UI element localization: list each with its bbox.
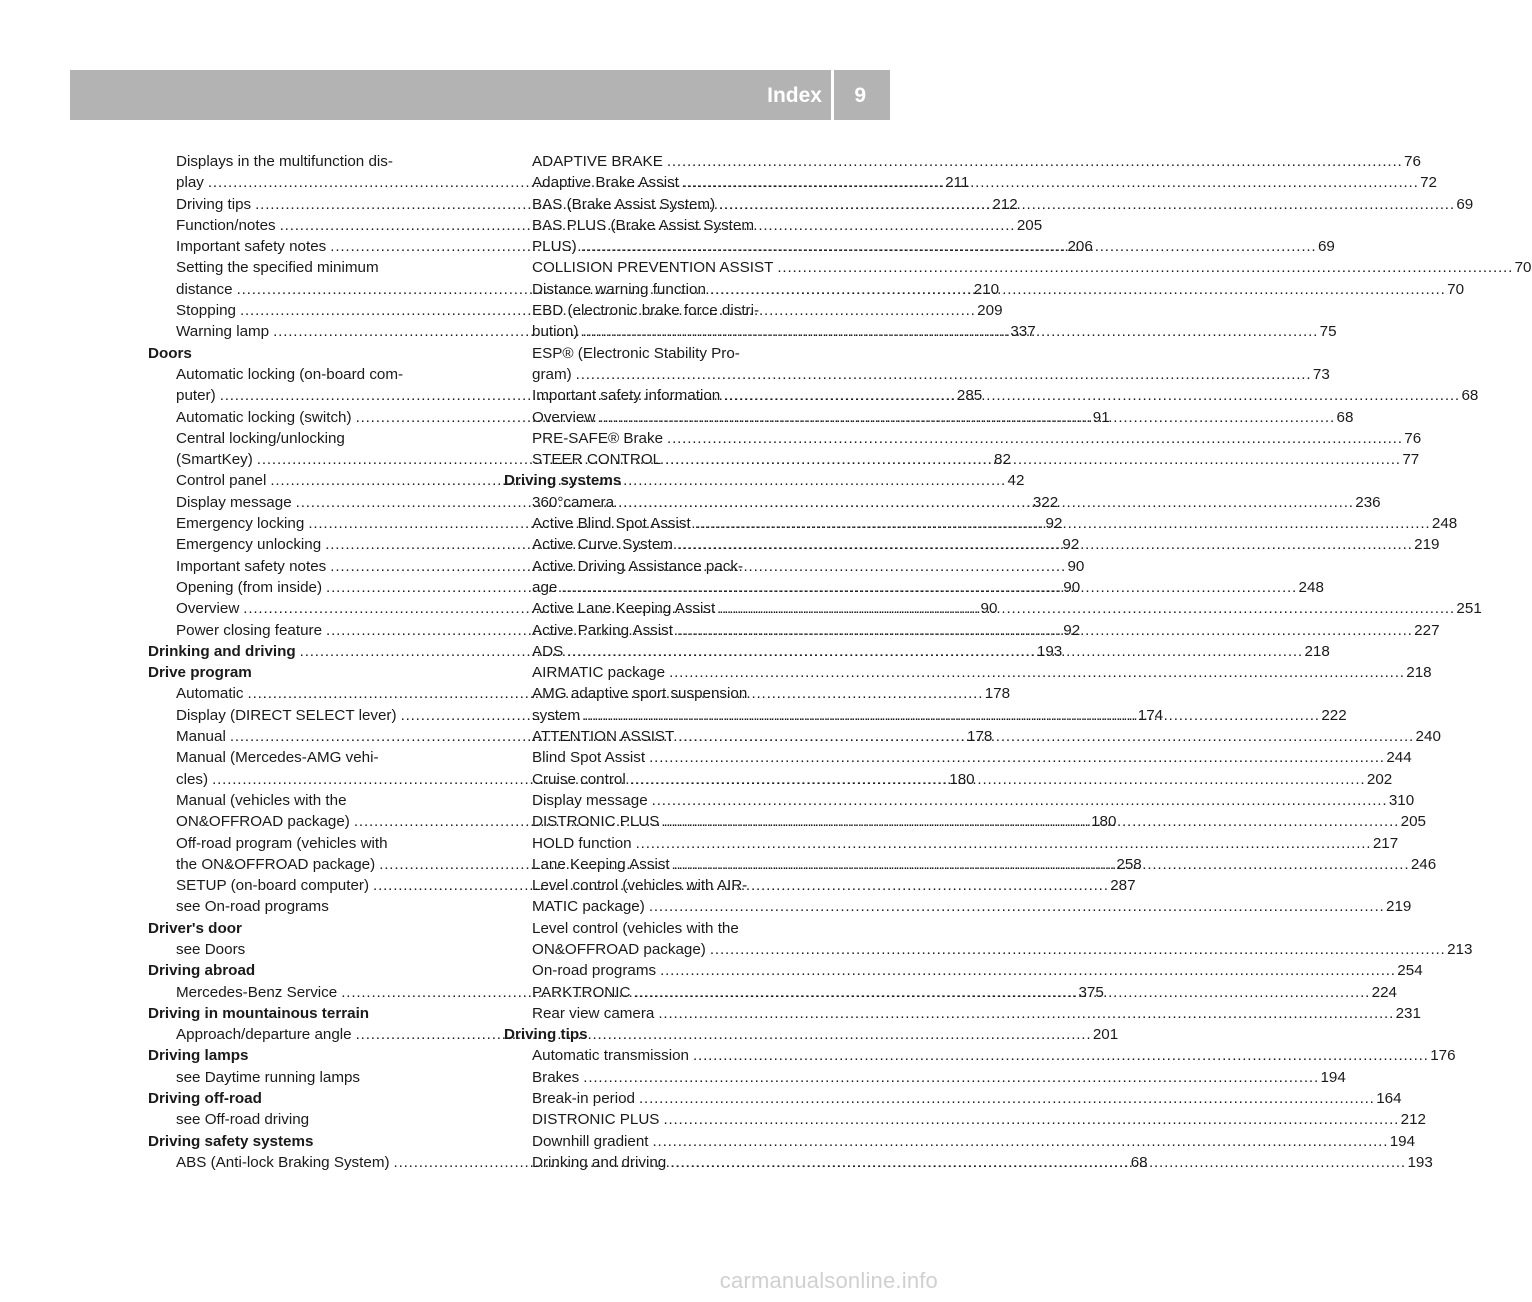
- section-title: Index: [767, 84, 822, 107]
- page-reference: 176: [1430, 1047, 1456, 1065]
- page-reference: 236: [1355, 493, 1381, 511]
- subentry-text: Active Curve System: [532, 536, 673, 554]
- subentry-text: Display (DIRECT SELECT lever): [176, 706, 397, 724]
- dot-leader: [669, 662, 1402, 683]
- subentry-text: 360°camera: [532, 493, 615, 511]
- subentry-text: Display message: [176, 493, 292, 511]
- dot-leader: [710, 279, 1443, 300]
- subentry-line: Displays in the multifunction dis-: [176, 153, 393, 170]
- page-reference: 194: [1389, 1132, 1416, 1150]
- subentry-text: MATIC package): [532, 898, 645, 916]
- page-reference: 244: [1386, 749, 1412, 767]
- page-reference: 224: [1371, 983, 1397, 1001]
- subentry-last-line: [532, 428, 1422, 449]
- page-reference: 205: [1016, 216, 1043, 234]
- subentry-text: ON&OFFROAD package): [176, 813, 350, 831]
- subentry-text: gram): [532, 365, 572, 383]
- dot-leader: [719, 194, 1452, 215]
- subentry-text: Mercedes-Benz Service: [176, 983, 338, 1001]
- subentry-text: ADAPTIVE BRAKE: [532, 153, 663, 170]
- dot-leader: [710, 939, 1443, 960]
- page-reference: 180: [949, 770, 975, 788]
- page-reference: 178: [967, 728, 993, 746]
- page-reference: 68: [1130, 1153, 1148, 1171]
- subentry-text: Function/notes: [176, 216, 276, 234]
- page-reference: 310: [1388, 791, 1415, 809]
- cross-reference: see Daytime running lamps: [176, 1068, 361, 1086]
- subentry-text: Display message: [532, 791, 648, 809]
- index-subentry: [504, 428, 1422, 449]
- dot-leader: [693, 1045, 1426, 1066]
- page-reference: 251: [1456, 600, 1482, 618]
- index-term: Driving off-road: [148, 1090, 262, 1108]
- dot-leader: [561, 577, 1294, 598]
- dot-leader: [636, 833, 1369, 854]
- subentry-text: HOLD function: [532, 834, 632, 852]
- page-reference: 206: [1067, 238, 1093, 256]
- subentry-last-line: [532, 364, 1330, 385]
- dot-leader: [653, 1131, 1386, 1152]
- subentry-line: Active Driving Assistance pack-: [532, 557, 744, 575]
- subentry-text: PRE-SAFE® Brake: [532, 429, 664, 447]
- page-reference: 69: [1456, 195, 1474, 213]
- index-subentry: [504, 662, 1432, 683]
- subentry-last-line: [532, 1003, 1421, 1024]
- subentry-text: cles): [176, 770, 209, 788]
- index-subentry: [504, 1109, 1426, 1130]
- page-reference: 73: [1312, 365, 1330, 383]
- dot-leader: [649, 896, 1382, 917]
- page-reference: 174: [1137, 706, 1164, 724]
- dot-leader: [630, 769, 1363, 790]
- dot-leader: [652, 790, 1385, 811]
- dot-leader: [678, 726, 1411, 747]
- page-reference: 258: [1116, 855, 1142, 873]
- index-subentry: [504, 747, 1412, 768]
- subentry-text: Emergency locking: [176, 515, 305, 533]
- subentry-text: SETUP (on-board computer): [176, 877, 370, 895]
- subentry-text: Drinking and driving: [532, 1153, 667, 1171]
- index-term: Driver's door: [148, 919, 242, 937]
- page-reference: 193: [1407, 1153, 1433, 1171]
- subentry-line: ESP® (Electronic Stability Pro-: [532, 344, 740, 362]
- index-subentry: [504, 960, 1423, 981]
- subentry-text: Active Blind Spot Assist: [532, 515, 691, 533]
- subentry-text: On-road programs: [532, 962, 657, 980]
- subentry-text: bution): [532, 323, 579, 341]
- subentry-text: the ON&OFFROAD package): [176, 855, 376, 873]
- subentry-text: Adaptive Brake Assist: [532, 174, 679, 192]
- index-term: Driving tips: [504, 1026, 588, 1044]
- subentry-text: Downhill gradient: [532, 1132, 649, 1150]
- index-term: Driving in mountainous terrain: [148, 1004, 370, 1022]
- subentry-last-line: [532, 833, 1399, 854]
- subentry-text: PLUS): [532, 238, 577, 256]
- subentry-text: Automatic locking (switch): [176, 408, 352, 426]
- subentry-text: Active Lane Keeping Assist: [532, 600, 716, 618]
- subentry-last-line: [532, 1109, 1426, 1130]
- subentry-text: BAS (Brake Assist System): [532, 195, 716, 213]
- subentry-text: Important safety information: [532, 387, 721, 405]
- dot-leader: [777, 257, 1510, 278]
- subentry-text: Automatic transmission: [532, 1047, 689, 1065]
- subentry-last-line: [532, 662, 1432, 683]
- dot-leader: [663, 1109, 1396, 1130]
- page-reference: 211: [945, 174, 970, 192]
- subentry-text: Rear view camera: [532, 1004, 655, 1022]
- subentry-last-line: [532, 151, 1421, 172]
- subentry-text: Blind Spot Assist: [532, 749, 646, 767]
- dot-leader: [618, 492, 1351, 513]
- page-reference: 210: [973, 280, 1000, 298]
- subentry-line: Level control (vehicles with AIR-: [532, 877, 748, 895]
- index-term: Driving abroad: [148, 962, 256, 980]
- subentry-last-line: [532, 896, 1412, 917]
- subentry-text: Break-in period: [532, 1090, 635, 1108]
- subentry-line: AMG adaptive sport suspension: [532, 685, 748, 703]
- page-header: [70, 70, 890, 120]
- page-reference: 218: [1406, 664, 1432, 682]
- page-reference: 68: [1461, 387, 1479, 405]
- dot-leader: [724, 385, 1457, 406]
- subentry-text: play: [176, 174, 204, 192]
- index-subentry: [504, 1045, 1456, 1066]
- page-reference: 205: [1400, 813, 1426, 831]
- page-reference: 212: [992, 195, 1018, 213]
- subentry-text: STEER CONTROL: [532, 451, 662, 469]
- page-reference: 240: [1415, 728, 1441, 746]
- page-reference: 82: [994, 451, 1011, 469]
- page-reference: 164: [1376, 1090, 1402, 1108]
- subentry-text: Power closing feature: [176, 621, 323, 639]
- subentry-text: ADS: [532, 642, 564, 660]
- page-reference: 92: [1045, 515, 1063, 533]
- subentry-text: Manual: [176, 728, 226, 746]
- dot-leader: [658, 1003, 1391, 1024]
- subentry-last-line: [532, 747, 1412, 768]
- page-reference: 193: [1036, 642, 1063, 660]
- page-reference: 70: [1514, 259, 1532, 277]
- dot-leader: [584, 705, 1317, 726]
- page-reference: 285: [956, 387, 983, 405]
- page-reference: 227: [1414, 621, 1440, 639]
- subentry-line: Off-road program (vehicles with: [176, 834, 388, 852]
- page-reference: 219: [1414, 536, 1440, 554]
- page-reference: 248: [1431, 515, 1458, 533]
- subentry-last-line: [532, 1131, 1416, 1152]
- index-subentry: [504, 151, 1421, 172]
- dot-leader: [567, 641, 1300, 662]
- dot-leader: [576, 364, 1309, 385]
- index-term: Doors: [148, 344, 192, 362]
- subentry-line: Automatic locking (on-board com-: [176, 365, 404, 383]
- page-reference: 90: [980, 600, 998, 618]
- subentry-text: ON&OFFROAD package): [532, 940, 706, 958]
- subentry-last-line: [532, 939, 1473, 960]
- dot-leader: [639, 1088, 1372, 1109]
- subentry-text: AIRMATIC package: [532, 664, 666, 682]
- page-reference: 248: [1298, 578, 1324, 596]
- page-reference: 77: [1402, 451, 1420, 469]
- page-reference: 202: [1366, 770, 1393, 788]
- page-reference: 219: [1386, 898, 1412, 916]
- page-reference: 209: [977, 302, 1003, 320]
- dot-leader: [663, 811, 1396, 832]
- subentry-text: Stopping: [176, 302, 236, 320]
- page-reference: 337: [1010, 323, 1036, 341]
- page-reference: 69: [1317, 238, 1335, 256]
- dot-leader: [683, 172, 1416, 193]
- index-subentry: [504, 918, 1473, 961]
- subentry-text: system: [532, 706, 581, 724]
- index-term: Driving safety systems: [148, 1132, 314, 1150]
- index-subentry: [504, 257, 1532, 278]
- subentry-last-line: [532, 960, 1423, 981]
- subentry-text: Cruise control: [532, 770, 626, 788]
- dot-leader: [581, 236, 1314, 257]
- subentry-text: ABS (Anti-lock Braking System): [176, 1153, 390, 1171]
- subentry-text: Approach/departure angle: [176, 1026, 352, 1044]
- page-reference: 217: [1372, 834, 1399, 852]
- index-subentry: [504, 343, 1330, 386]
- cross-reference: see Off-road driving: [176, 1111, 310, 1129]
- index-subentry: [504, 1003, 1421, 1024]
- subentry-text: Distance warning function: [532, 280, 706, 298]
- page-reference: 287: [1110, 877, 1136, 895]
- dot-leader: [677, 620, 1410, 641]
- subentry-text: Control panel: [176, 472, 267, 490]
- subentry-line: BAS PLUS (Brake Assist System: [532, 216, 754, 234]
- subentry-text: Overview: [532, 408, 596, 426]
- page-reference: 180: [1091, 813, 1117, 831]
- page-reference: 92: [1062, 536, 1080, 554]
- subentry-line: EBD (electronic brake force distri-: [532, 302, 760, 320]
- subentry-text: PARKTRONIC: [532, 983, 631, 1001]
- dot-leader: [695, 513, 1428, 534]
- page-reference: 92: [1063, 621, 1081, 639]
- subentry-line: Setting the specified minimum: [176, 259, 379, 277]
- dot-leader: [667, 428, 1400, 449]
- page-reference: 76: [1404, 153, 1421, 170]
- index-subentry: [504, 1088, 1402, 1109]
- dot-leader: [670, 1152, 1403, 1173]
- dot-leader: [665, 449, 1398, 470]
- cross-reference: see On-road programs: [176, 898, 329, 916]
- dot-leader: [634, 982, 1367, 1003]
- subentry-text: (SmartKey): [176, 451, 253, 469]
- subentry-text: ATTENTION ASSIST: [532, 728, 675, 746]
- page-reference: 222: [1321, 706, 1347, 724]
- index-subentry: [504, 1131, 1416, 1152]
- page-reference: 42: [1007, 472, 1025, 490]
- subentry-last-line: [532, 1067, 1346, 1088]
- page-reference: 75: [1319, 323, 1337, 341]
- watermark: carmanualsonline.info: [719, 1268, 938, 1293]
- subentry-text: Automatic: [176, 685, 244, 703]
- subentry-line: Manual (Mercedes-AMG vehi-: [176, 749, 379, 767]
- page-reference: 91: [1092, 408, 1110, 426]
- page-number: 9: [854, 84, 866, 107]
- page-reference: 70: [1447, 280, 1465, 298]
- subentry-text: puter): [176, 387, 216, 405]
- subentry-text: Opening (from inside): [176, 578, 323, 596]
- dot-leader: [667, 151, 1400, 172]
- subentry-last-line: [532, 1045, 1456, 1066]
- page-reference: 90: [1063, 578, 1081, 596]
- subentry-line: Manual (vehicles with the: [176, 791, 347, 809]
- header-divider: [831, 70, 834, 120]
- dot-leader: [719, 598, 1452, 619]
- subentry-text: Important safety notes: [176, 557, 327, 575]
- subentry-last-line: [532, 257, 1532, 278]
- page-reference: 201: [1092, 1026, 1119, 1044]
- subentry-line: Level control (vehicles with the: [532, 919, 739, 937]
- index-term: Driving lamps: [148, 1047, 249, 1065]
- index-term: Drive program: [148, 664, 252, 682]
- page-reference: 254: [1397, 962, 1423, 980]
- subentry-text: Overview: [176, 600, 240, 618]
- index-subentry: [504, 1067, 1346, 1088]
- dot-leader: [674, 854, 1407, 875]
- page-reference: 90: [1067, 557, 1085, 575]
- subentry-line: Central locking/unlocking: [176, 429, 345, 447]
- page-reference: 212: [1400, 1111, 1426, 1129]
- index-term-text: Drinking and driving: [148, 642, 296, 660]
- page-reference: 213: [1447, 940, 1473, 958]
- index-subentry: [504, 833, 1399, 854]
- subentry-text: age: [532, 578, 558, 596]
- subentry-text: Lane Keeping Assist: [532, 855, 670, 873]
- index-term: Driving systems: [504, 472, 622, 490]
- page-reference: 322: [1032, 493, 1059, 511]
- subentry-last-line: [532, 790, 1415, 811]
- subentry-text: DISTRONIC PLUS: [532, 813, 660, 831]
- page-reference: 72: [1420, 174, 1437, 192]
- dot-leader: [677, 534, 1410, 555]
- page-reference: 76: [1404, 429, 1422, 447]
- dot-leader: [583, 1067, 1316, 1088]
- subentry-text: Important safety notes: [176, 238, 327, 256]
- dot-leader: [599, 407, 1332, 428]
- page-reference: 178: [984, 685, 1011, 703]
- dot-leader: [660, 960, 1393, 981]
- cross-reference: see Doors: [176, 940, 246, 958]
- page-reference: 231: [1395, 1004, 1421, 1022]
- page-reference: 375: [1078, 983, 1104, 1001]
- subentry-text: COLLISION PREVENTION ASSIST: [532, 259, 774, 277]
- subentry-text: Emergency unlocking: [176, 536, 322, 554]
- subentry-text: Active Parking Assist: [532, 621, 673, 639]
- dot-leader: [582, 321, 1315, 342]
- subentry-text: Warning lamp: [176, 323, 270, 341]
- page-reference: 194: [1320, 1068, 1346, 1086]
- page-reference: 68: [1336, 408, 1354, 426]
- index-subentry: [504, 790, 1415, 811]
- subentry-text: DISTRONIC PLUS: [532, 1111, 660, 1129]
- subentry-text: distance: [176, 280, 233, 298]
- page-reference: 246: [1410, 855, 1437, 873]
- subentry-text: Driving tips: [176, 195, 252, 213]
- subentry-text: Brakes: [532, 1068, 580, 1086]
- page-reference: 218: [1304, 642, 1330, 660]
- subentry-last-line: [532, 1088, 1402, 1109]
- dot-leader: [649, 747, 1382, 768]
